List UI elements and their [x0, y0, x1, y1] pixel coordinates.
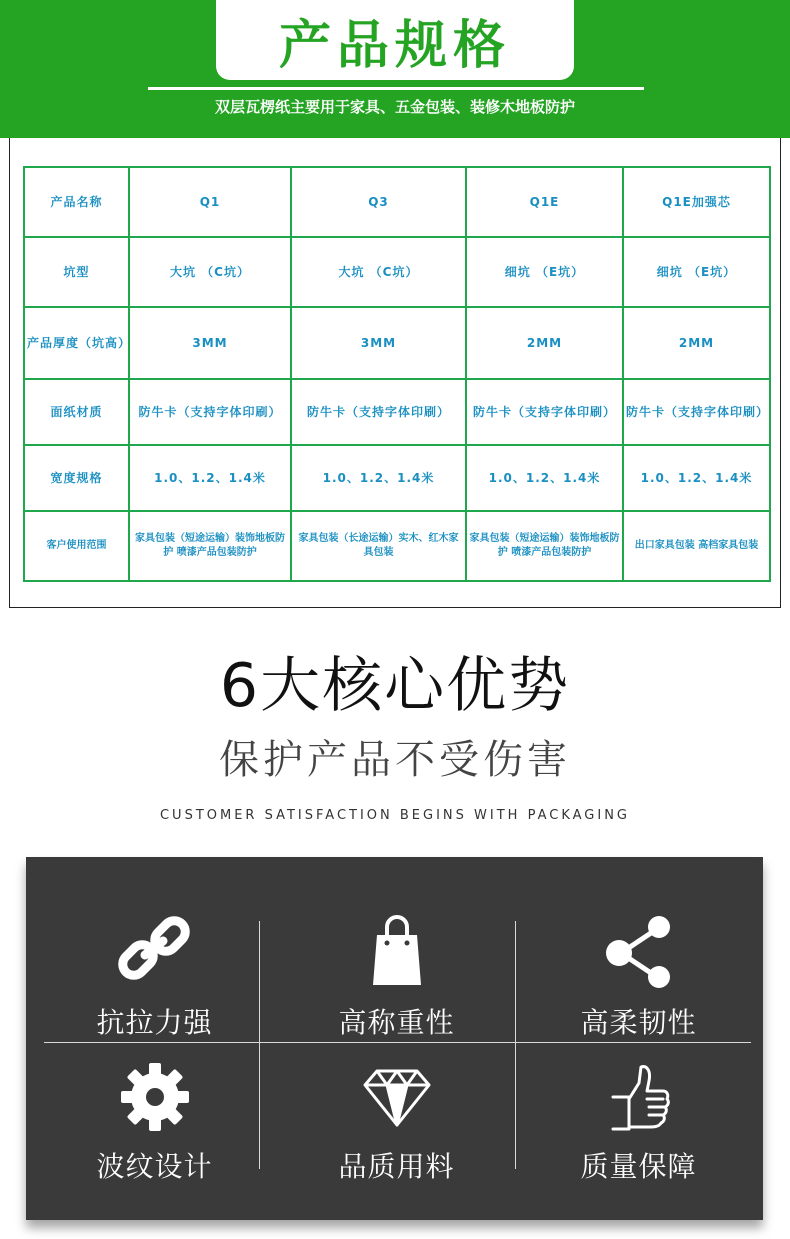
spec-header-banner	[0, 0, 790, 138]
table-cell: 出口家具包装 高档家具包装	[623, 511, 770, 581]
table-cell: Q3	[291, 167, 466, 237]
table-row	[24, 307, 770, 379]
table-cell: 3MM	[129, 307, 291, 379]
row-header-usage-scope: 客户使用范围	[24, 511, 129, 581]
table-cell: 1.0、1.2、1.4米	[291, 445, 466, 511]
thumbs-up-icon	[599, 1057, 679, 1137]
row-header-product-name: 产品名称	[24, 167, 129, 237]
table-cell: 2MM	[466, 307, 623, 379]
advantages-panel	[26, 857, 763, 1220]
row-header-paper-material: 面纸材质	[24, 379, 129, 445]
table-cell: 防牛卡（支持字体印刷）	[466, 379, 623, 445]
table-cell: 1.0、1.2、1.4米	[623, 445, 770, 511]
table-cell: Q1E	[466, 167, 623, 237]
advantage-label: 高柔韧性	[580, 1006, 697, 1039]
advantage-label: 质量保障	[580, 1150, 697, 1183]
advantages-subtitle: 保护产品不受伤害	[219, 737, 571, 783]
advantage-item	[516, 909, 761, 1059]
spec-subtitle: 双层瓦楞纸主要用于家具、五金包装、装修木地板防护	[214, 98, 575, 116]
advantage-label: 抗拉力强	[96, 1006, 213, 1039]
spec-title: 产品规格	[278, 15, 511, 76]
table-cell: 细坑 （E坑）	[466, 237, 623, 307]
advantage-item	[516, 1053, 761, 1203]
table-cell: 防牛卡（支持字体印刷）	[623, 379, 770, 445]
advantage-label: 波纹设计	[96, 1150, 213, 1183]
row-header-thickness: 产品厚度（坑高）	[24, 307, 129, 379]
table-cell: 大坑 （C坑）	[291, 237, 466, 307]
table-cell: 3MM	[291, 307, 466, 379]
table-row	[24, 237, 770, 307]
advantage-item	[32, 909, 277, 1059]
table-cell: 大坑 （C坑）	[129, 237, 291, 307]
table-cell: 防牛卡（支持字体印刷）	[291, 379, 466, 445]
table-row	[24, 511, 770, 581]
advantages-title: 6大核心优势	[219, 651, 571, 721]
table-row	[24, 379, 770, 445]
table-cell: 防牛卡（支持字体印刷）	[129, 379, 291, 445]
table-cell: 家具包装（短途运输）装饰地板防护 喷漆产品包装防护	[129, 511, 291, 581]
table-cell: 家具包装（长途运输）实木、红木家具包装	[291, 511, 466, 581]
table-cell: 家具包装（短途运输）装饰地板防护 喷漆产品包装防护	[466, 511, 623, 581]
advantage-item	[274, 1053, 519, 1203]
table-row	[24, 445, 770, 511]
table-cell: 1.0、1.2、1.4米	[466, 445, 623, 511]
advantage-item	[32, 1053, 277, 1203]
table-row	[24, 167, 770, 237]
table-cell: Q1	[129, 167, 291, 237]
advantage-item	[274, 909, 519, 1059]
share-nodes-icon	[599, 913, 679, 993]
header-divider	[148, 87, 644, 90]
table-cell: Q1E加强芯	[623, 167, 770, 237]
shopping-bag-icon	[357, 913, 437, 993]
diamond-icon	[357, 1057, 437, 1137]
advantage-label: 品质用料	[338, 1150, 455, 1183]
chain-link-icon	[115, 913, 195, 993]
table-cell: 2MM	[623, 307, 770, 379]
spec-title-box	[216, 0, 574, 80]
spec-table	[23, 166, 771, 582]
advantage-label: 高称重性	[338, 1006, 455, 1039]
table-cell: 细坑 （E坑）	[623, 237, 770, 307]
table-cell: 1.0、1.2、1.4米	[129, 445, 291, 511]
advantages-tagline: CUSTOMER SATISFACTION BEGINS WITH PACKAGING	[159, 808, 630, 823]
row-header-flute-type: 坑型	[24, 237, 129, 307]
gear-icon	[115, 1057, 195, 1137]
row-header-width-spec: 宽度规格	[24, 445, 129, 511]
